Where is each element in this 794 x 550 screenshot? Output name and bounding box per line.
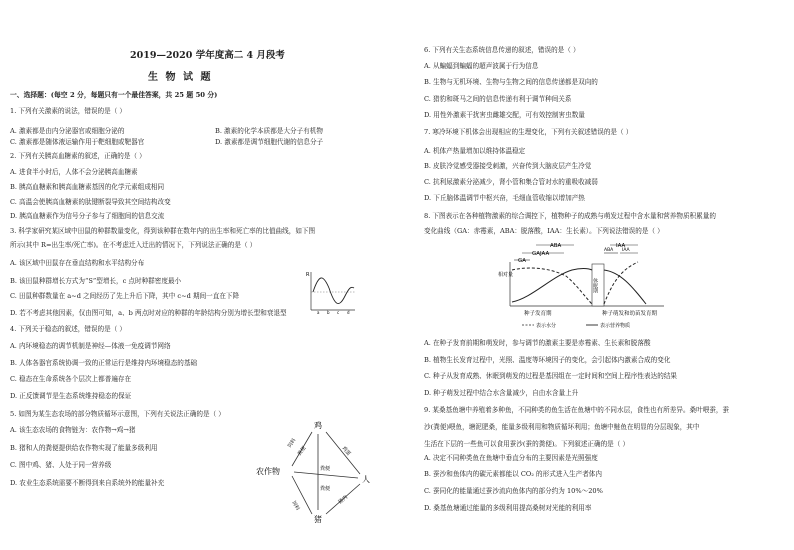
left-line-2: B. 激素的化学本质都是大分子有机物 xyxy=(215,127,323,135)
right-line-22: D. 桑基鱼塘通过能量的多级利用提高桑树对光能的利用率 xyxy=(424,504,592,512)
figure-q3-point-d: d xyxy=(347,310,350,315)
left-line-6: A. 进食半小时后，人体不会分泌胰高血糖素 xyxy=(10,168,138,176)
figure-q8-label-aba: ABA xyxy=(550,243,562,249)
figure-q8-label-iaa2: IAA xyxy=(622,248,630,253)
figure-q3-point-a: a xyxy=(317,310,320,315)
right-line-8: C. 抗利尿激素分泌减少，肾小管和集合管对水的重吸收减弱 xyxy=(424,178,598,186)
figure-q8-label-iaa: IAA xyxy=(616,243,626,249)
figure-q8-water-curve xyxy=(512,268,592,304)
figure-q5-cycle xyxy=(254,418,374,528)
figure-q8-nutrient-curve xyxy=(512,269,592,303)
figure-q8-legend-water: 表示水分 xyxy=(536,323,557,329)
right-line-11: 变化曲线（GA：赤霉素，ABA：脱落酸，IAA：生长素）。下列说法错误的是（ ） xyxy=(424,227,664,235)
figure-q3-curve xyxy=(313,278,354,304)
left-line-18: B. 人体各器官系统协调一致的正常运行是维持内环境稳态的基础 xyxy=(10,359,198,367)
figure-q8-label-gajaa: GAJAA xyxy=(532,251,550,257)
left-line-1: A. 激素都是由内分泌器官或细胞分泌的 xyxy=(10,127,125,135)
right-line-18: 生活在下层的一些鱼可以食用蚕沙(蚕的粪便)。下列叙述正确的是（ ） xyxy=(424,440,630,448)
figure-q8-phase-left: 种子发育期 xyxy=(524,311,552,317)
left-line-23: B. 猪和人的粪便提供给农作物实现了能量多级利用 xyxy=(10,444,158,452)
left-line-7: B. 胰高血糖素和胰高血糖素基因的化学元素组成相同 xyxy=(10,183,165,191)
right-line-14: C. 种子从发育成熟、休眠到萌发的过程是基因组在一定时间和空间上程序性表达的结果 xyxy=(424,372,677,380)
left-line-8: C. 高温会使胰高血糖素的肽键断裂导致其空间结构改变 xyxy=(10,198,171,206)
figure-q8-dormancy-label: 休眠期 xyxy=(592,278,598,293)
figure-q3-r-curve xyxy=(305,270,357,316)
left-line-5: 2. 下列有关胰高血糖素的叙述，正确的是（ ） xyxy=(10,152,146,160)
left-line-17: A. 内环境稳态的调节机制是神经—体液一免疫调节网络 xyxy=(10,342,171,350)
right-line-5: 7. 寒冷环境下机体会出现相应的生理变化，下列有关叙述错误的是（ ） xyxy=(424,128,633,136)
figure-q8-y-label: 相对量 xyxy=(498,272,514,278)
left-line-24: C. 图中鸡、猪、人处于同一营养级 xyxy=(10,461,112,469)
left-line-11: 所示(其中 R=出生率/死亡率)。在不考虑迁入迁出的情况下，下列说法正确的是（ ） xyxy=(10,241,257,249)
subject-title: 生 物 试 题 xyxy=(148,72,213,83)
left-line-15: D. 若不考虑其他因素，仅由图可知，a、b 两点时对应的种群的年龄结构分别为增长型和衰退型 xyxy=(10,309,287,317)
right-line-3: C. 猎豹和斑马之间的信息传递有利于调节种间关系 xyxy=(424,95,572,103)
figure-q5-edge-label-6: 饲料 xyxy=(290,500,301,512)
left-line-25: D. 农业生态系统需要不断得到来自系统外的能量补充 xyxy=(10,479,165,487)
left-line-9: D. 胰高血糖素作为信号分子参与了细胞间的信息交流 xyxy=(10,212,165,220)
figure-q5-node-crops: 农作物 xyxy=(256,467,280,476)
figure-q8-label-ga: GA xyxy=(518,258,527,264)
figure-q3-point-c: c xyxy=(337,310,340,315)
right-line-12: A. 在种子发育前期和萌发时，参与调节的激素主要是赤霉素、生长素和脱落酸 xyxy=(424,339,651,347)
figure-q5-edge-label-1: 饲料 xyxy=(286,437,298,450)
figure-q5-edge-label-3: 鸡蛋 xyxy=(340,445,352,457)
figure-q5-edge-label-5: 猪肉 xyxy=(337,494,349,506)
figure-q8-label-aba2: ABA xyxy=(604,248,614,253)
right-line-7: B. 皮肤冷觉感受器接受刺激，兴奋传到大脑皮层产生冷觉 xyxy=(424,162,592,170)
left-line-0: 1. 下列有关激素的说法，错误的是（ ） xyxy=(10,107,126,115)
left-line-19: C. 稳态在生命系统各个层次上都普遍存在 xyxy=(10,375,132,383)
left-line-21: 5. 如图为某生态农场的部分物质循环示意图，下列有关说法正确的是（ ） xyxy=(10,410,225,418)
figure-q8-phase-right: 种子萌发和幼苗发育期 xyxy=(602,311,658,317)
left-line-4: D. 激素都是调节细胞代谢的信息分子 xyxy=(215,138,324,146)
right-line-1: A. 从蝙蝠到蝙蝠的超声波属于行为信息 xyxy=(424,62,539,70)
figure-q5-edge-chicken-human xyxy=(326,432,360,474)
section-heading: 一、选择题：(每空 2 分，每题只有一个最佳答案，共 25 题 50 分) xyxy=(10,91,218,99)
right-line-16: 9. 某桑基鱼塘中养殖着多种鱼，不同种类的鱼生活在鱼塘中的不同水层，食性也有所差异。桑叶喂蚕，蚕 xyxy=(424,406,730,414)
exam-title: 2019—2020 学年度高二 4 月段考 xyxy=(130,50,285,61)
left-line-3: C. 激素都是随体液运输作用于靶细胞或靶器官 xyxy=(10,138,145,146)
left-line-14: C. 田鼠种群数量在 a~d 之间经历了先上升后下降，其中 c~d 期间一直在下降 xyxy=(10,292,240,300)
left-line-10: 3. 科学家研究某区域中田鼠的种群数量变化，得到该种群在数年内的出生率和死亡率的比值曲线，如下图 xyxy=(10,227,316,235)
right-line-9: D. 下丘脑体温调节中枢兴奋，毛细血管收缩以增加产热 xyxy=(424,194,585,202)
right-line-6: A. 机体产热量增加以维持体温稳定 xyxy=(424,147,526,155)
figure-q8-water-curve-2 xyxy=(604,262,638,304)
figure-q5-edge-label-2: 粪便 xyxy=(296,445,308,458)
right-line-20: B. 蚕沙和鱼体内的碳元素都能以 CO₂ 的形式进入生产者体内 xyxy=(424,470,602,478)
right-line-0: 6. 下列有关生态系统信息传递的叙述，错误的是（ ） xyxy=(424,46,580,54)
right-line-10: 8. 下图表示在各种植物激素的综合调控下，植物种子的成熟与萌发过程中含水量和营养物质积累量的 xyxy=(424,212,716,220)
right-line-13: B. 植物生长发育过程中，光照、温度等环境因子的变化，会引起体内激素合成的变化 xyxy=(424,356,671,364)
figure-q5-edge-label-7: 粪便 xyxy=(320,486,331,492)
figure-q5-edge-human-crops xyxy=(294,472,358,478)
left-line-20: D. 正反馈调节是生态系统维持稳态的保证 xyxy=(10,392,132,400)
figure-q3-point-b: b xyxy=(327,310,330,315)
right-line-21: C. 蚕同化的能量通过蚕沙流向鱼体内的部分约为 10%～20% xyxy=(424,487,603,495)
left-line-16: 4. 下列关于稳态的叙述，错误的是（ ） xyxy=(10,325,126,333)
figure-q5-node-human: 人 xyxy=(362,475,370,484)
right-line-15: D. 种子萌发过程中结合水含量减少，自由水含量上升 xyxy=(424,389,579,397)
left-line-22: A. 该生态农场的食物链为：农作物→鸡→猪 xyxy=(10,426,136,434)
figure-q5-edge-label-4: 粪便 xyxy=(320,466,331,472)
figure-q5-node-pig: 猪 xyxy=(314,515,322,524)
right-line-2: B. 生物与无机环境、生物与生物之间的信息传递都是双向的 xyxy=(424,78,598,86)
figure-q8-nutrient-curve-2 xyxy=(604,270,646,304)
figure-q8-seed-curve xyxy=(496,240,666,332)
right-line-4: D. 用性外激素干扰害虫雌雄交配，可有效控制害虫数量 xyxy=(424,111,585,119)
left-line-12: A. 该区域中田鼠存在垂直结构和水平结构分布 xyxy=(10,259,145,267)
figure-q8-legend-nutrient: 表示营养物质 xyxy=(600,323,631,329)
right-line-19: A. 决定不同种类鱼在鱼塘中垂直分布的主要因素是光照强度 xyxy=(424,454,598,462)
figure-q3-y-label: R xyxy=(306,272,310,278)
figure-q5-node-chicken: 鸡 xyxy=(314,421,322,430)
left-line-13: B. 该田鼠种群增长方式为“S”型增长，c 点时种群密度最小 xyxy=(10,277,182,285)
right-line-17: 沙(粪便)喂鱼，塘泥肥桑，能量多级利用和物质循环利用；鱼塘中鲢鱼在明显的分层现象，其中 xyxy=(424,423,700,431)
